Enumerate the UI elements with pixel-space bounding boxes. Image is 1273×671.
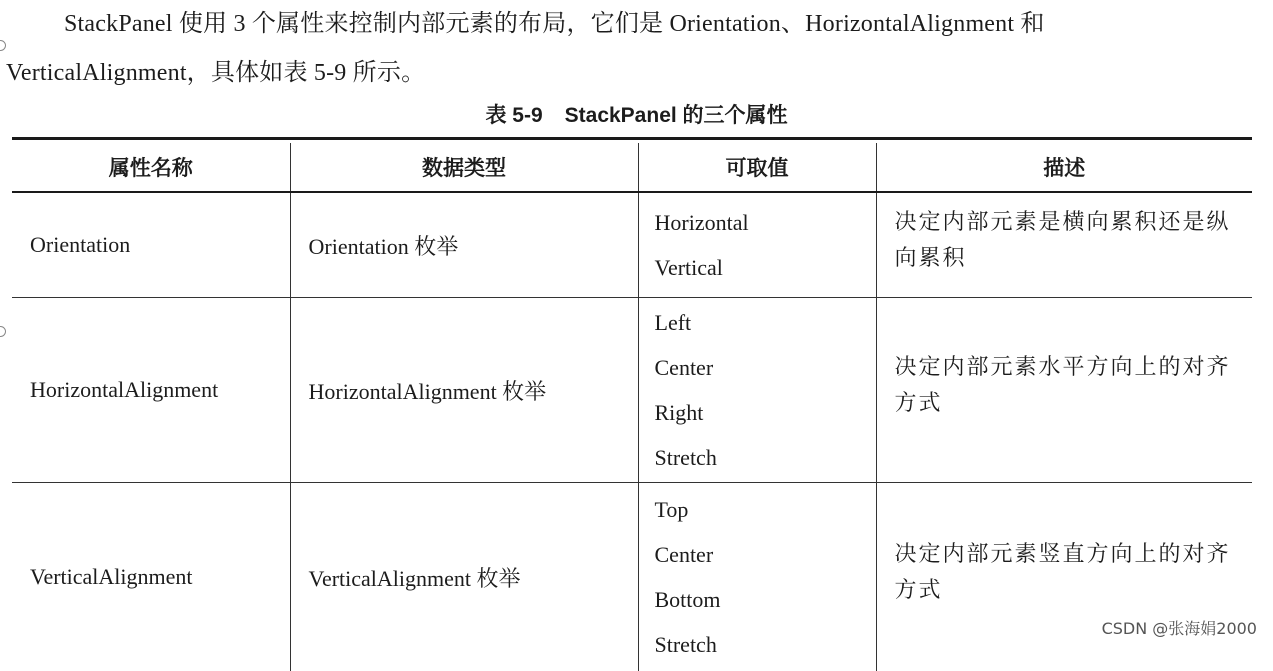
value-item: Stretch [655, 622, 876, 667]
property-description: 决定内部元素水平方向上的对齐方式 [876, 298, 1252, 483]
header-name: 属性名称 [12, 143, 290, 192]
value-item: Vertical [655, 245, 876, 290]
value-item: Top [655, 487, 876, 532]
table-top-rule [12, 137, 1252, 140]
value-item: Center [655, 532, 876, 577]
property-name: Orientation [12, 192, 290, 298]
header-values: 可取值 [638, 143, 876, 192]
possible-values [638, 298, 876, 483]
data-type: VerticalAlignment 枚举 [290, 483, 638, 671]
intro-line-1: StackPanel 使用 3 个属性来控制内部元素的布局，它们是 Orientation、HorizontalAlignment 和 [6, 0, 1266, 49]
table-row [12, 298, 1252, 483]
watermark: CSDN @张海娟2000 [1102, 616, 1257, 639]
table-title: StackPanel 的三个属性 [565, 104, 788, 127]
possible-values [638, 483, 876, 671]
data-type: HorizontalAlignment 枚举 [290, 298, 638, 483]
property-description: 决定内部元素是横向累积还是纵向累积 [876, 192, 1252, 298]
value-item: Bottom [655, 577, 876, 622]
intro-line-2: VerticalAlignment，具体如表 5-9 所示。 [6, 49, 1266, 98]
possible-values [638, 192, 876, 298]
header-description: 描述 [876, 143, 1252, 192]
value-item: Horizontal [655, 200, 876, 245]
margin-marker [0, 326, 6, 337]
value-item: Right [655, 390, 876, 435]
table-caption [0, 101, 1273, 131]
table-row [12, 192, 1252, 298]
header-type: 数据类型 [290, 143, 638, 192]
property-description: 决定内部元素竖直方向上的对齐方式 [876, 483, 1252, 671]
value-item: Stretch [655, 435, 876, 480]
table-number: 表 5-9 [485, 104, 542, 127]
value-item: Center [655, 345, 876, 390]
table-header-row [12, 143, 1252, 192]
property-name: VerticalAlignment [12, 483, 290, 671]
value-item: Left [655, 300, 876, 345]
property-name: HorizontalAlignment [12, 298, 290, 483]
data-type: Orientation 枚举 [290, 192, 638, 298]
table-row [12, 483, 1252, 671]
intro-paragraph [6, 0, 1266, 98]
properties-table [12, 143, 1252, 671]
